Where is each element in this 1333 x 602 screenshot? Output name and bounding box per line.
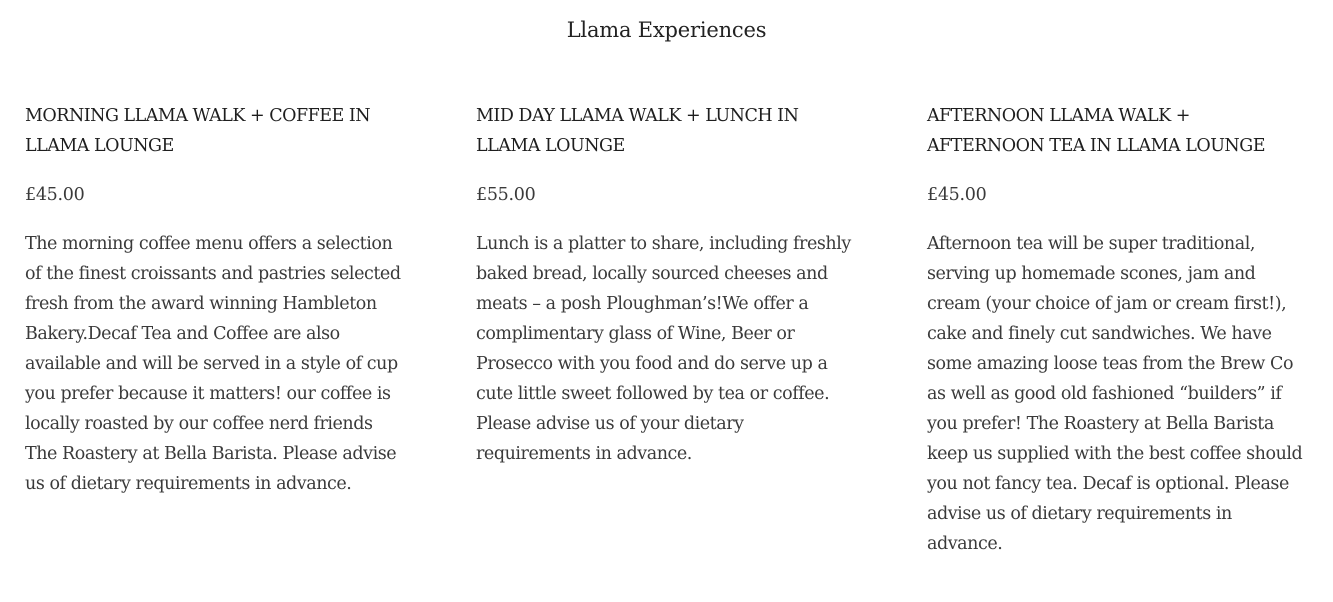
- experience-title[interactable]: AFTERNOON LLAMA WALK + AFTERNOON TEA IN LLAMA LOUNGE: [927, 106, 1266, 156]
- experience-card-morning: [25, 101, 425, 494]
- experience-title[interactable]: MORNING LLAMA WALK + COFFEE IN LLAMA LOUNGE: [25, 106, 371, 156]
- experience-price: £45.00: [927, 185, 987, 205]
- experience-price: £55.00: [476, 185, 536, 205]
- experience-description: Afternoon tea will be super traditional, serving up homemade scones, jam and cream (your choice of jam or cream first!), cake and finely cut sandwiches. We have some amazing loose teas from the Brew Co as well as good old fashioned “builders” if you prefer! The Roastery at Bella Barista keep us supplied with the best coffee should you not fancy tea. Decaf is optional. Please advise us of dietary requirements in advance.: [927, 234, 1303, 554]
- experience-description: The morning coffee menu offers a selection of the finest croissants and pastries selected fresh from the award winning Hambleton Bakery.Decaf Tea and Coffee are also available and will be served in a style of cup you prefer because it matters! our coffee is locally roasted by our coffee nerd friends The Roastery at Bella Barista. Please advise us of dietary requirements in advance.: [25, 234, 401, 494]
- experience-title[interactable]: MID DAY LLAMA WALK + LUNCH IN LLAMA LOUNGE: [476, 106, 799, 156]
- experience-card-afternoon: [927, 101, 1327, 554]
- experience-price: £45.00: [25, 185, 85, 205]
- experience-description: Lunch is a platter to share, including freshly baked bread, locally sourced cheeses and meats – a posh Ploughman’s!We offer a complimentary glass of Wine, Beer or Prosecco with you food and do serve up a cute little sweet followed by tea or coffee. Please advise us of your dietary requirements in advance.: [476, 234, 851, 464]
- experience-card-midday: [476, 101, 876, 464]
- page-title: Llama Experiences: [566, 18, 767, 42]
